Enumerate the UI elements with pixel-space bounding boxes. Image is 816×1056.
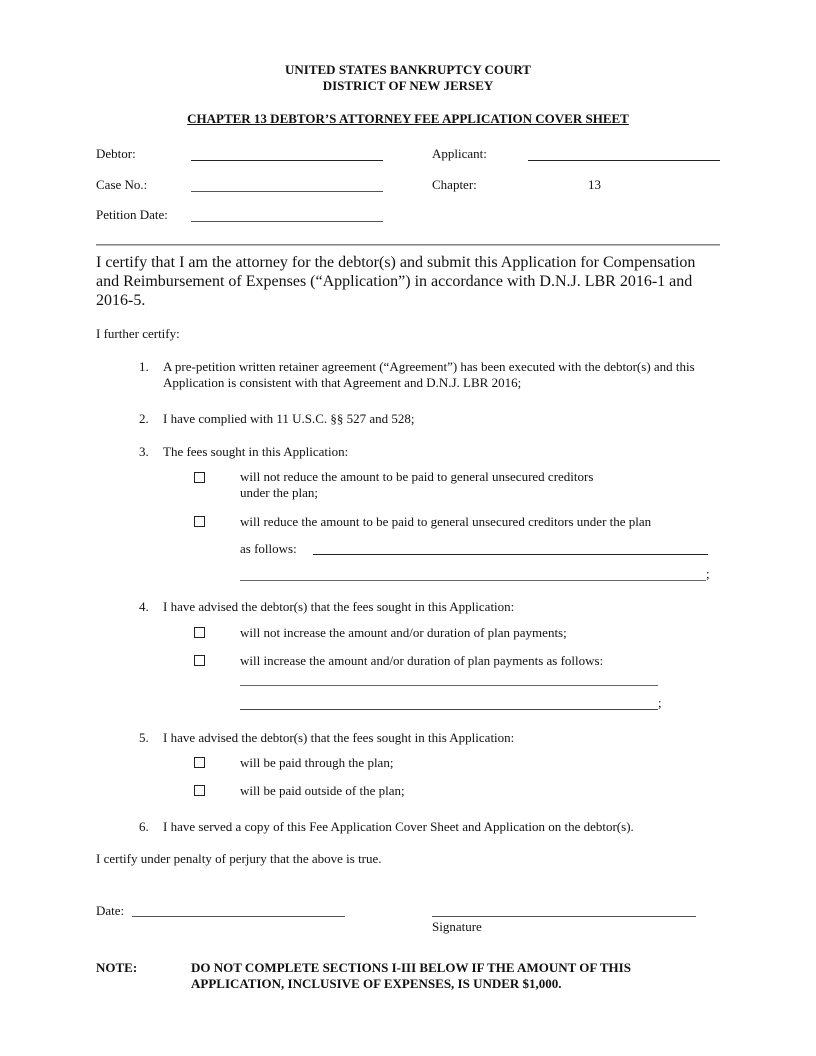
district-name: DISTRICT OF NEW JERSEY	[322, 78, 494, 93]
note-label: NOTE:	[96, 960, 138, 975]
case-label: Case No.:	[96, 177, 148, 192]
signature-field[interactable]	[432, 916, 696, 917]
item-3-semicolon: ;	[706, 566, 710, 581]
item-3-as-follows-field-2[interactable]	[240, 580, 706, 581]
item-4-as-follows-field[interactable]	[240, 685, 658, 686]
item-5-option-1-text: will be paid through the plan;	[240, 755, 394, 770]
item-3-number: 3.	[139, 444, 149, 459]
item-5-number: 5.	[139, 730, 149, 745]
item-5-option-2-checkbox[interactable]	[194, 785, 205, 796]
item-3-option-1-checkbox[interactable]	[194, 472, 205, 483]
item-6-text: I have served a copy of this Fee Application Cover Sheet and Application on the debtor(s).	[163, 819, 634, 834]
section-divider	[96, 244, 720, 246]
petition-date-label: Petition Date:	[96, 207, 168, 222]
item-6-number: 6.	[139, 819, 149, 834]
note-text: DO NOT COMPLETE SECTIONS I-III BELOW IF THE AMOUNT OF THIS APPLICATION, INCLUSIVE OF EXPENSES, IS UNDER $1,000.	[191, 960, 631, 991]
chapter-label: Chapter:	[432, 177, 477, 192]
debtor-field[interactable]	[191, 160, 383, 161]
applicant-label: Applicant:	[432, 146, 487, 161]
item-3-option-2-text: will reduce the amount to be paid to general unsecured creditors under the plan	[240, 514, 652, 529]
item-1-text: A pre-petition written retainer agreement (“Agreement”) has been executed with the debtor(s) and this Application is consistent with that Agreement and D.N.J. LBR 2016;	[163, 359, 695, 390]
signature-label: Signature	[432, 919, 482, 934]
item-4-option-1-checkbox[interactable]	[194, 627, 205, 638]
item-3-as-follows-label: as follows:	[240, 541, 297, 556]
item-5-text: I have advised the debtor(s) that the fees sought in this Application:	[163, 730, 515, 745]
item-5-option-2-text: will be paid outside of the plan;	[240, 783, 405, 798]
item-2-number: 2.	[139, 411, 149, 426]
further-certify: I further certify:	[96, 326, 180, 341]
item-4-option-2-text: will increase the amount and/or duration of plan payments as follows:	[240, 653, 604, 668]
applicant-field[interactable]	[528, 160, 720, 161]
item-3-option-1-text: will not reduce the amount to be paid to general unsecured creditors under the plan;	[240, 469, 594, 500]
item-4-option-1-text: will not increase the amount and/or duration of plan payments;	[240, 625, 567, 640]
date-label: Date:	[96, 903, 125, 918]
court-name: UNITED STATES BANKRUPTCY COURT	[285, 62, 531, 77]
item-4-semicolon: ;	[658, 695, 662, 710]
item-3-option-2-checkbox[interactable]	[194, 516, 205, 527]
certify-intro: I certify that I am the attorney for the debtor(s) and submit this Application for Compensation and Reimbursement of Expenses (“Application”) in accordance with D.N.J. LBR 2016-1 and 2016-5.	[96, 254, 696, 309]
petition-date-field[interactable]	[191, 221, 383, 222]
item-3-as-follows-field[interactable]	[313, 554, 708, 555]
perjury-statement: I certify under penalty of perjury that the above is true.	[96, 851, 382, 866]
item-5-option-1-checkbox[interactable]	[194, 757, 205, 768]
item-4-option-2-checkbox[interactable]	[194, 655, 205, 666]
item-4-text: I have advised the debtor(s) that the fees sought in this Application:	[163, 599, 515, 614]
item-3-text: The fees sought in this Application:	[163, 444, 349, 459]
date-field[interactable]	[132, 916, 345, 917]
item-4-number: 4.	[139, 599, 149, 614]
item-4-as-follows-field-2[interactable]	[240, 709, 658, 710]
item-2-text: I have complied with 11 U.S.C. §§ 527 and 528;	[163, 411, 415, 426]
item-1-number: 1.	[139, 359, 149, 374]
case-field[interactable]	[191, 191, 383, 192]
form-title: CHAPTER 13 DEBTOR’S ATTORNEY FEE APPLICATION COVER SHEET	[187, 111, 629, 126]
chapter-value: 13	[588, 177, 601, 192]
debtor-label: Debtor:	[96, 146, 136, 161]
